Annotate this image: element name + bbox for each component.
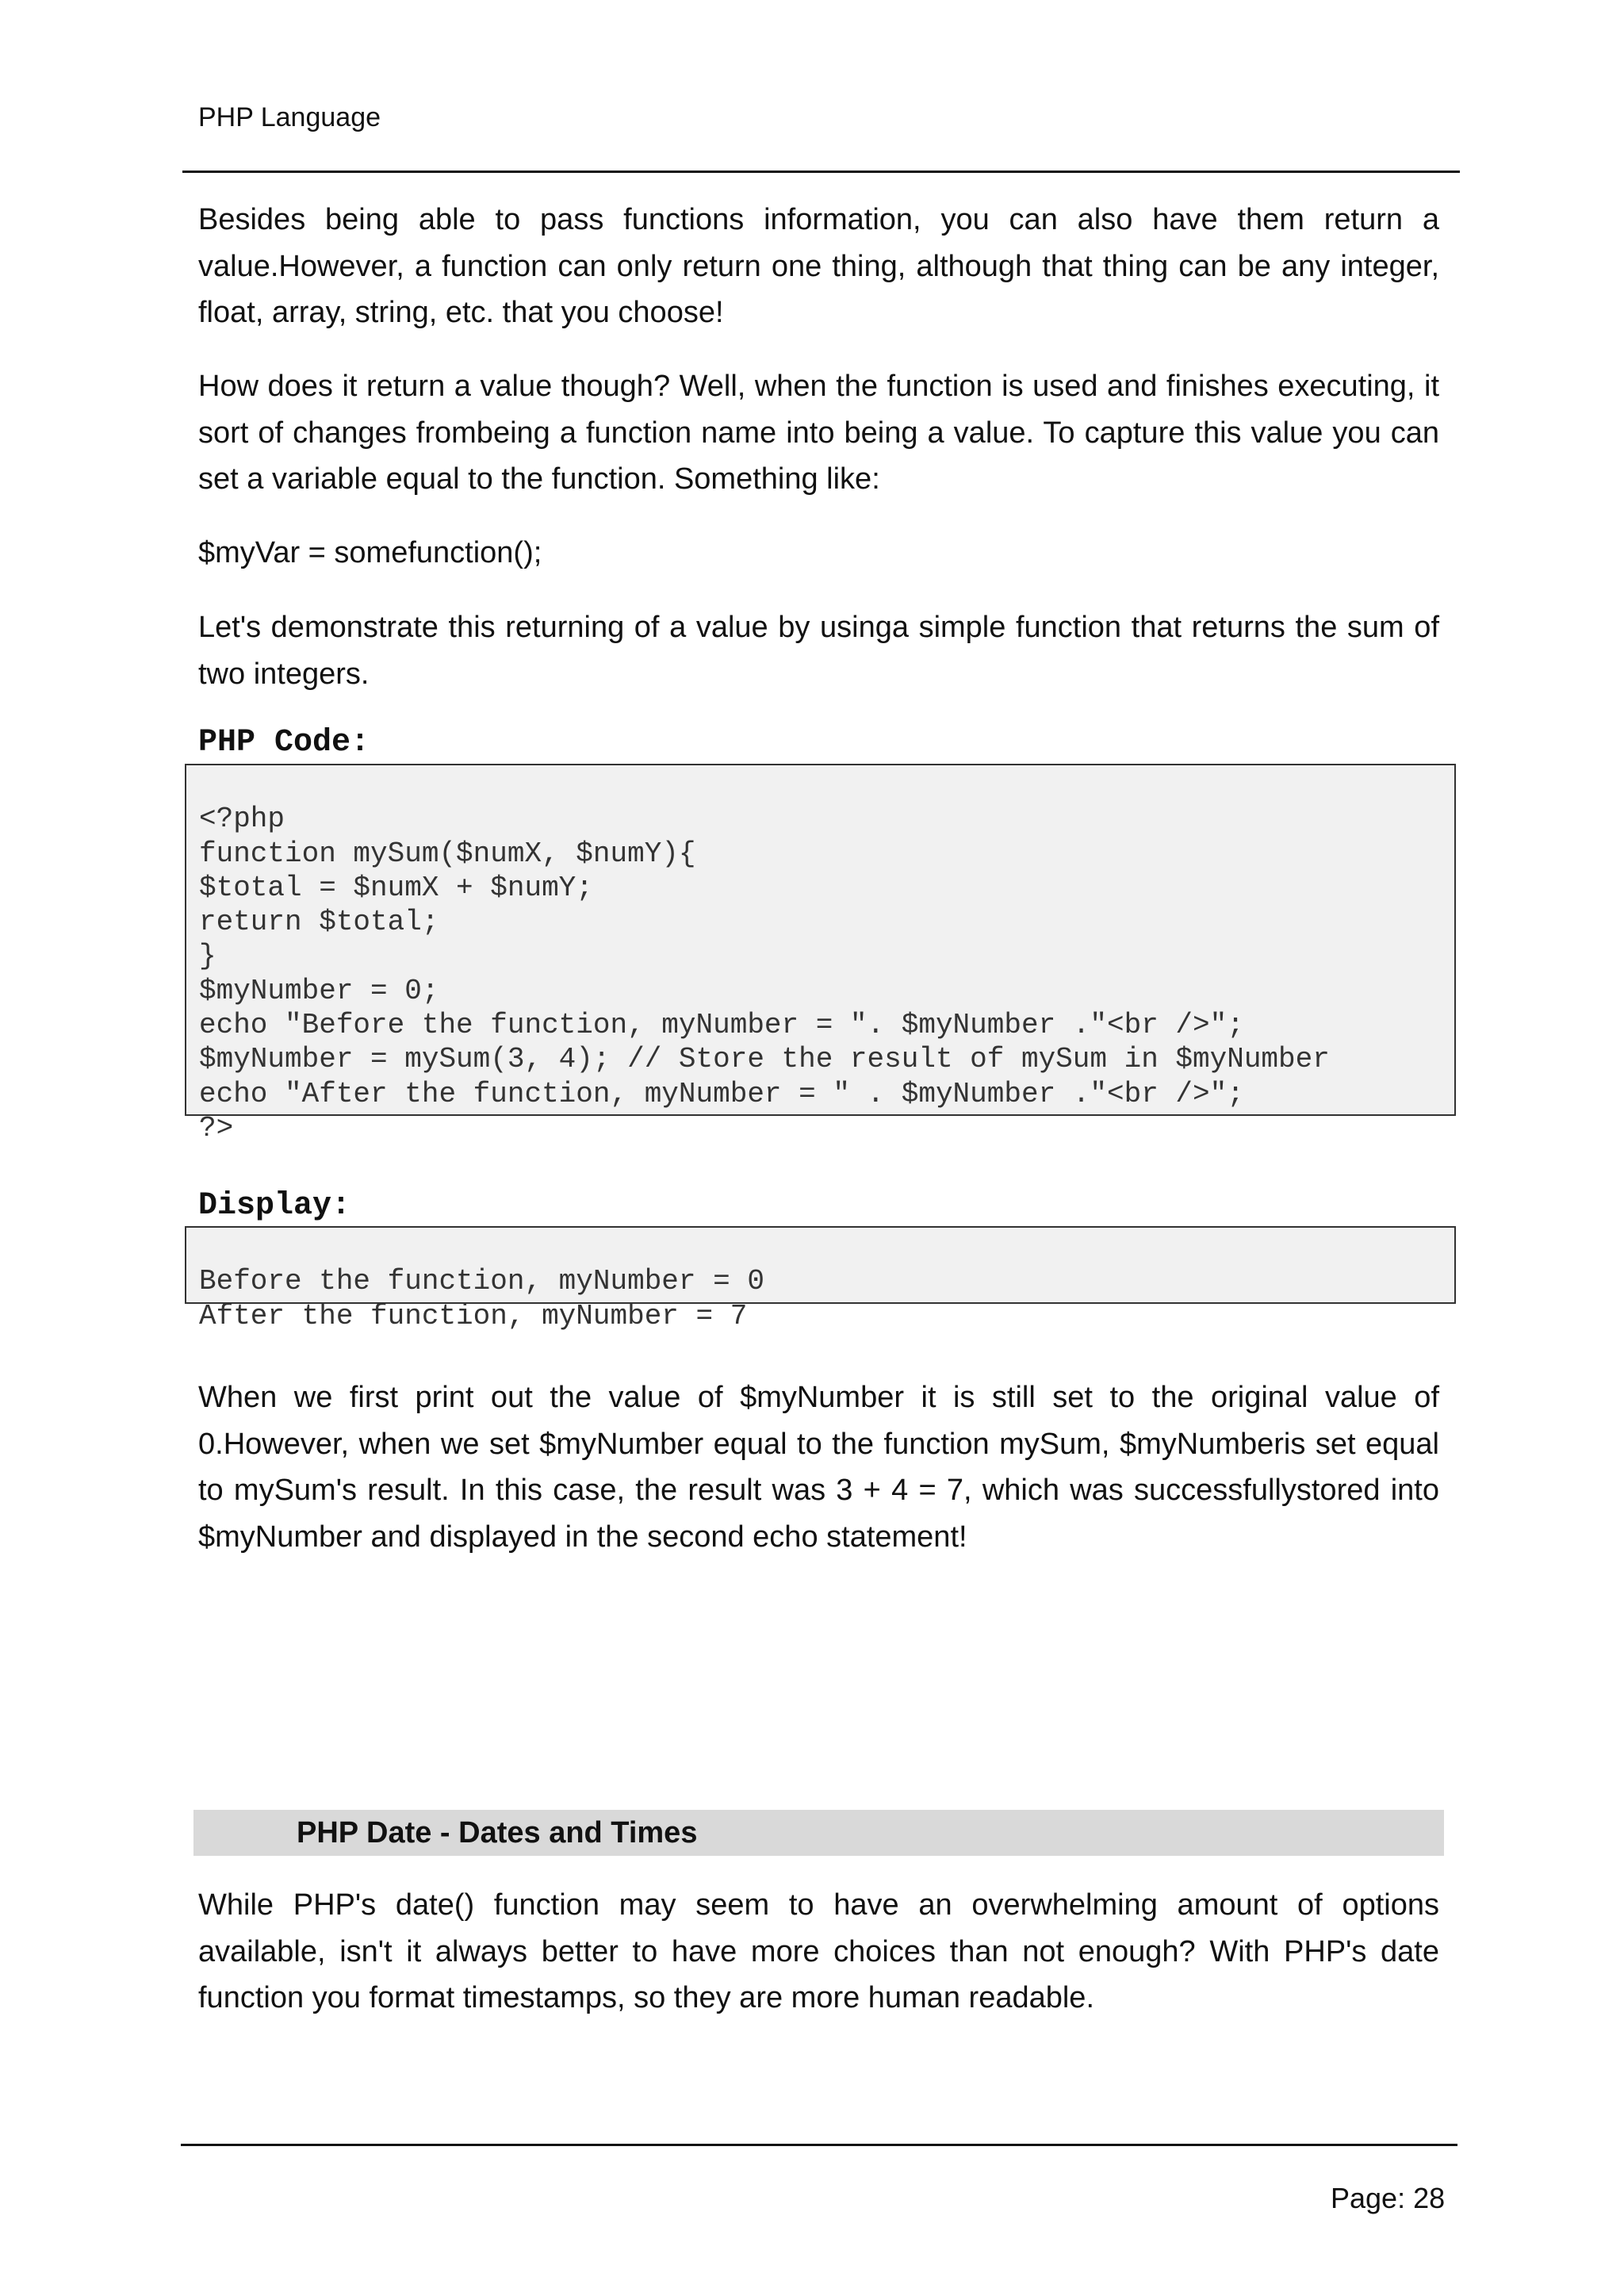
code-line: echo "Before the function, myNumber = ". $myNumber ."<br />"; — [199, 1009, 1244, 1042]
code-line: ?> — [199, 1111, 234, 1144]
header-divider — [182, 171, 1460, 173]
code-line: $myNumber = mySum(3, 4); // Store the result of mySum in $myNumber — [199, 1043, 1330, 1076]
code-block — [185, 764, 1456, 1144]
paragraph-demo-intro: Let's demonstrate this returning of a value by usinga simple function that returns the sum of two integers. — [198, 611, 1439, 691]
paragraph-date-intro: While PHP's date() function may seem to have an overwhelming amount of options available, isn't it always better to have more choices than not enough? With PHP's date function you format timestamps, so they are more human readable. — [198, 1888, 1439, 2014]
output-line: Before the function, myNumber = 0 — [199, 1265, 764, 1298]
code-line: $total = $numX + $numY; — [199, 871, 593, 904]
code-line: <?php — [199, 803, 285, 836]
page-number: Page: 28 — [1331, 2182, 1446, 2214]
footer-divider — [181, 2144, 1457, 2146]
display-output-block — [185, 1226, 1456, 1332]
code-label: PHP Code: — [198, 725, 370, 761]
code-line: $myNumber = 0; — [199, 974, 439, 1007]
display-label: Display: — [198, 1188, 351, 1224]
paragraph-return-how: How does it return a value though? Well, when the function is used and finishes executing, it sort of changes frombeing a function name into being a value. To capture this value you can set a variable equal to the function. Something like: — [198, 370, 1439, 496]
section-heading: PHP Date - Dates and Times — [297, 1816, 698, 1849]
code-line: echo "After the function, myNumber = " . $myNumber ."<br />"; — [199, 1077, 1244, 1110]
paragraph-assignment-example: $myVar = somefunction(); — [198, 536, 542, 569]
output-line: After the function, myNumber = 7 — [199, 1299, 748, 1332]
paragraph-return-intro: Besides being able to pass functions information, you can also have them return a value.However, a function can only return one thing, although that thing can be any integer, float, array, string, etc. that you choose! — [198, 203, 1439, 329]
code-line: return $total; — [199, 906, 439, 939]
code-line: function mySum($numX, $numY){ — [199, 837, 696, 870]
section-heading-bar — [193, 1810, 1444, 1856]
code-line: } — [199, 940, 216, 973]
paragraph-explanation: When we first print out the value of $myNumber it is still set to the original value of 0.However, when we set $myNumber equal to the function mySum, $myNumberis set equal to mySum's result. In this case, the result was 3 + 4 = 7, which was successfullystored into $myNumber and displayed in the second echo statement! — [198, 1381, 1439, 1554]
page-header-title: PHP Language — [198, 102, 381, 132]
